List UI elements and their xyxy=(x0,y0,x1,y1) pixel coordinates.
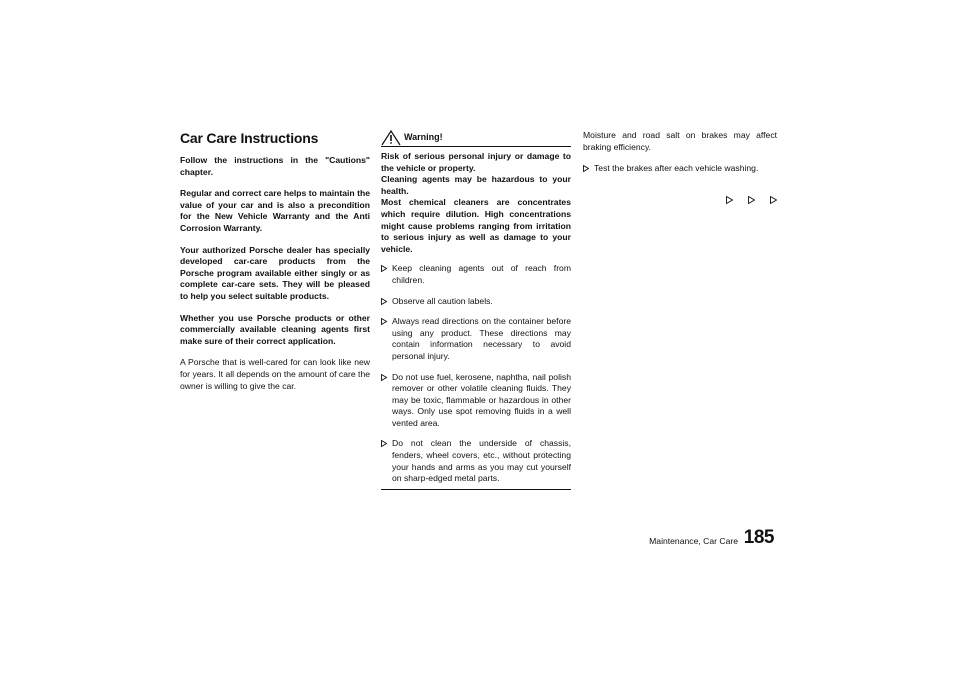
list-item: Always read directions on the container before using any product. These directions may contain information necessary to avoid personal injury. xyxy=(381,316,571,362)
continued-arrows xyxy=(726,196,778,206)
bold-paragraph-1: Follow the instructions in the "Cautions" chapter. xyxy=(180,155,370,177)
brake-paragraph: Moisture and road salt on brakes may affect braking efficiency. xyxy=(583,130,777,152)
list-item: Do not clean the underside of chassis, fenders, wheel covers, etc., without protecting your hands and arms as you may cut yourself on sharp-edged metal parts. xyxy=(381,438,571,484)
page-number: 185 xyxy=(743,527,774,548)
list-item: Do not use fuel, kerosene, naphtha, nail polish remover or other volatile cleaning fluids. They may be toxic, flammable or hazardous in other ways. Only use spot removing fluids in a well vented area. xyxy=(381,372,571,430)
bullet-arrow-icon xyxy=(381,265,387,272)
list-item: Keep cleaning agents out of reach from children. xyxy=(381,263,571,286)
bold-paragraph-4: Whether you use Porsche products or other commercially available cleaning agents first make sure of their correct application. xyxy=(180,312,370,346)
left-column xyxy=(180,130,370,402)
warning-end-rule xyxy=(381,489,571,490)
bold-paragraph-3: Your authorized Porsche dealer has specially developed car-care products from the Porsche program available either singly or as complete car-care sets. They will be pleased to help you select suitable products. xyxy=(180,244,370,301)
bold-paragraph-2: Regular and correct care helps to maintain the value of your car and is also a precondition for the New Vehicle Warranty and the Anti Corrosion Warranty. xyxy=(180,188,370,233)
warning-label: Warning! xyxy=(404,132,443,143)
section-name: Maintenance, Car Care xyxy=(649,536,738,546)
bullet-arrow-icon xyxy=(381,440,387,447)
bullet-arrow-icon xyxy=(381,374,387,381)
continue-arrow-icon xyxy=(770,196,777,204)
warning-bold-text: Risk of serious personal injury or damage to the vehicle or property. Cleaning agents may be hazardous to your health. Most chemical cleaners are concentrates which require dilution. High concentrations might cause problems ranging from irritation to serious injury as well as damage to your vehicle. xyxy=(381,151,571,254)
list-item: Observe all caution labels. xyxy=(381,296,571,308)
right-column xyxy=(583,130,777,184)
list-item: Test the brakes after each vehicle washing. xyxy=(583,163,777,175)
bullet-arrow-icon xyxy=(583,165,589,172)
continue-arrow-icon xyxy=(748,196,755,204)
bullet-arrow-icon xyxy=(381,318,387,325)
page-title: Car Care Instructions xyxy=(180,130,319,146)
warning-header xyxy=(381,130,571,147)
warning-column xyxy=(381,130,571,490)
continue-arrow-icon xyxy=(726,196,733,204)
warning-triangle-icon xyxy=(381,130,401,146)
note-paragraph: A Porsche that is well-cared for can look like new for years. It all depends on the amount of care the owner is willing to give the car. xyxy=(180,357,370,391)
bullet-arrow-icon xyxy=(381,298,387,305)
